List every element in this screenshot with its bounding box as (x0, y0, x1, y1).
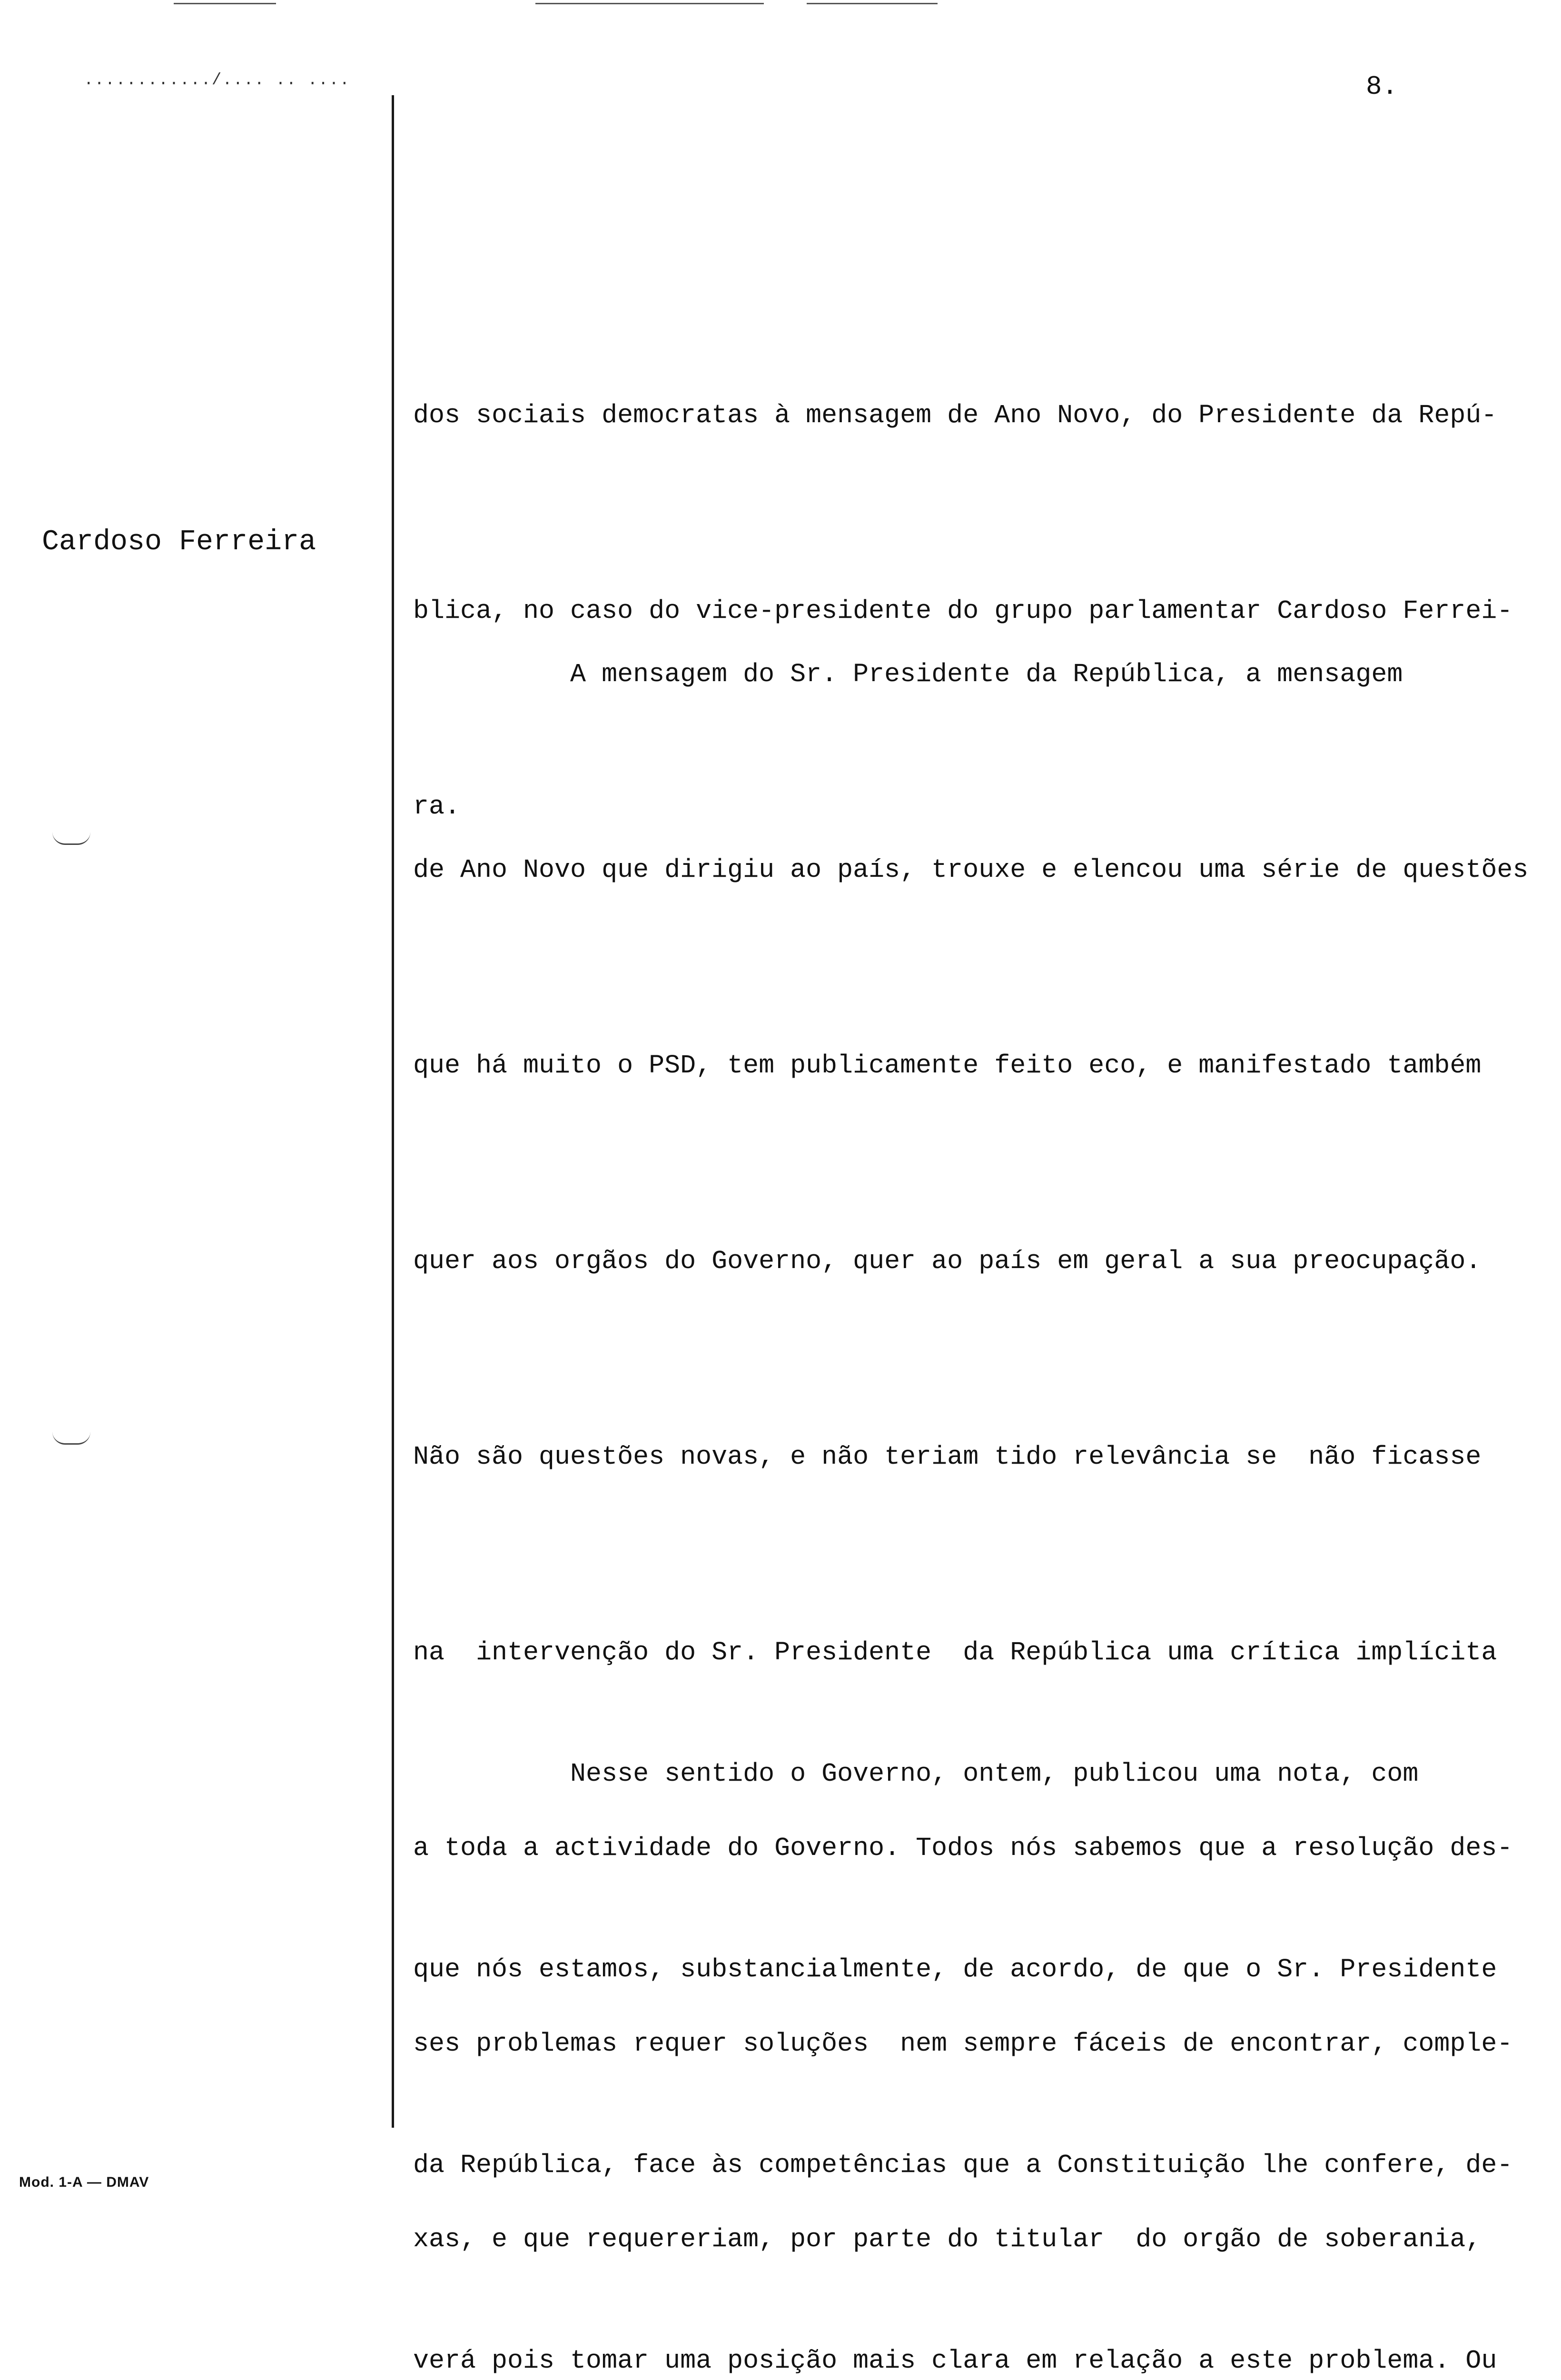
paragraph-speech (413, 1611, 1560, 2380)
page-number: 8. (1366, 71, 1398, 102)
text-line: A mensagem do Sr. Presidente da República, a mensagem (413, 659, 1403, 689)
text-line: Não são questões novas, e não teriam tido relevância se não ficasse (413, 1442, 1482, 1472)
speaker-name: Cardoso Ferreira (42, 526, 316, 558)
margin-rule (392, 95, 394, 2128)
text-line: blica, no caso do vice-presidente do grupo parlamentar Cardoso Ferrei- (413, 596, 1513, 626)
text-line: Nesse sentido o Governo, ontem, publicou uma nota, com (413, 1759, 1419, 1789)
text-line: xas, e que requereriam, por parte do titular do orgão de soberania, (413, 2224, 1482, 2254)
scan-top-rule (174, 3, 276, 4)
text-line: verá pois tomar uma posição mais clara em relação a este problema. Ou (413, 2346, 1497, 2376)
text-line: a toda a actividade do Governo. Todos nós sabemos que a resolução des- (413, 1833, 1513, 1863)
text-line: dos sociais democratas à mensagem de Ano Novo, do Presidente da Repú- (413, 400, 1497, 430)
scan-top-rule (535, 3, 764, 4)
margin-pencil-mark (52, 1432, 90, 1445)
text-line: que nós estamos, substancialmente, de acordo, de que o Sr. Presidente (413, 1954, 1497, 1984)
text-line: da República, face às competências que a Constituição lhe confere, de- (413, 2150, 1513, 2180)
text-line: na intervenção do Sr. Presidente da República uma crítica implícita (413, 1637, 1497, 1667)
text-line: ses problemas requer soluções nem sempre fáceis de encontrar, comple- (413, 2029, 1513, 2059)
margin-pencil-mark (52, 832, 90, 845)
reference-field: ............/.... .. .... (84, 71, 351, 89)
text-line: ra. (413, 792, 461, 822)
text-line: de Ano Novo que dirigiu ao país, trouxe e elencou uma série de questões (413, 855, 1529, 885)
form-code: Mod. 1-A — DMAV (19, 2174, 149, 2190)
scan-top-rule (807, 3, 938, 4)
text-line: quer aos orgãos do Governo, quer ao país em geral a sua preocupação. (413, 1246, 1482, 1276)
text-line: que há muito o PSD, tem publicamente feito eco, e manifestado também (413, 1051, 1482, 1081)
